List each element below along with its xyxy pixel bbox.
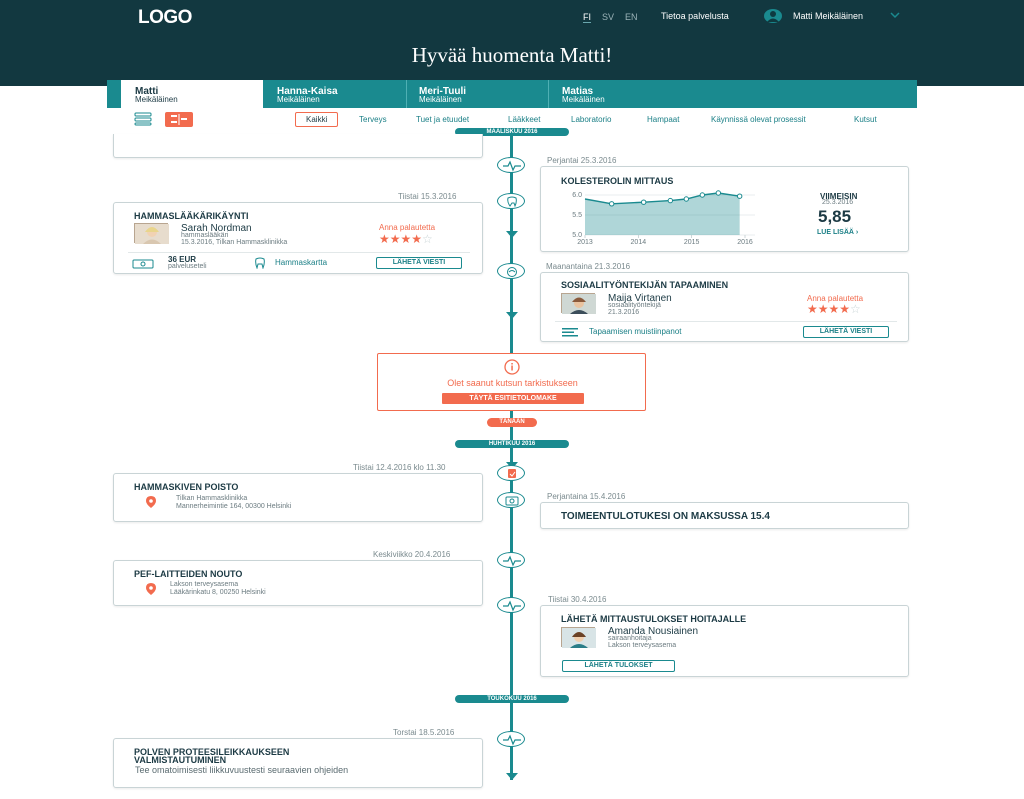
data-point [641,200,645,204]
month-label: HUHTIKUU 2016 [455,440,569,448]
health-node-icon[interactable] [497,731,525,747]
visit-detail: 15.3.2016, Tilkan Hammasklinikka [181,239,288,246]
place-name: Lakson terveysasema [170,581,239,588]
tab-last-name: Meikäläinen [277,95,320,104]
area-fill [585,193,740,235]
card-title: HAMMASLÄÄKÄRIKÄYNTI [134,211,249,221]
calendar-node-icon[interactable] [497,465,525,481]
timeline-arrow-icon [506,231,518,238]
send-results-button[interactable]: LÄHETÄ TULOKSET [562,660,675,672]
card-divider [555,321,897,322]
health-node-icon[interactable] [497,552,525,568]
info-icon [501,359,523,375]
notes-icon [562,327,578,337]
event-date: Tiistai 30.4.2016 [548,595,607,604]
fill-form-button[interactable]: TÄYTÄ ESITIETOLOMAKE [442,393,584,404]
profile-tabs [107,80,917,108]
cholesterol-card[interactable] [540,166,909,252]
tab-matias[interactable] [548,80,688,108]
chevron-down-icon[interactable] [889,9,901,21]
data-point [716,191,720,195]
tab-last-name: Meikäläinen [135,95,178,104]
card-title: HAMMASKIVEN POISTO [134,482,239,492]
today-badge: TÄNÄÄN [487,418,537,427]
data-point [700,193,704,197]
lang-en[interactable]: EN [625,12,638,22]
event-date: Maanantaina 21.3.2016 [546,262,631,271]
tab-first-name: Meri-Tuuli [419,86,467,97]
place-address: Lääkärinkatu 8, 00250 Helsinki [170,589,266,596]
read-more-link[interactable]: LUE LISÄÄ › [817,229,859,236]
card-title: TOIMEENTULOTUKESI ON MAKSUSSA 15.4 [561,511,770,522]
price: 36 EUR [168,255,197,264]
x-tick-label: 2013 [577,239,593,245]
tab-first-name: Hanna-Kaisa [277,86,338,97]
filter-laakkeet[interactable]: Lääkkeet [508,115,541,124]
tab-matti[interactable] [121,80,263,110]
latest-label: VIIMEISIN [820,192,858,201]
place-address: Mannerheimintie 164, 00300 Helsinki [176,503,292,510]
filter-tuet-ja-etuudet[interactable]: Tuet ja etuudet [416,115,470,124]
visit-detail: 21.3.2016 [608,309,640,316]
timeline-view-icon[interactable] [165,112,193,127]
dental-visit-card[interactable] [113,202,483,274]
price-sub: palveluseteli [168,263,207,270]
rating-stars[interactable]: ★★★★☆ [807,302,861,316]
send-message-button[interactable]: LÄHETÄ VIESTI [376,257,462,269]
tab-last-name: Meikäläinen [562,95,605,104]
income-support-card[interactable] [540,502,909,529]
tab-first-name: Matias [562,86,594,97]
tooth-node-icon[interactable] [497,193,525,209]
doctor-avatar [134,223,168,243]
person-place: Lakson terveysasema [608,642,677,649]
filter-terveys[interactable]: Terveys [359,115,387,124]
card-title: LÄHETÄ MITTAUSTULOKSET HOITAJALLE [561,614,747,624]
location-pin-icon [146,496,156,508]
card-description: Tee omatoimisesti liikkuvuustesti seuraavien ohjeiden [135,765,349,775]
lang-fi[interactable]: FI [583,12,591,22]
card-title: KOLESTEROLIN MITTAUS [561,176,674,186]
tab-meri-tuuli[interactable] [406,80,546,108]
send-message-button[interactable]: LÄHETÄ VIESTI [803,326,889,338]
person-role: sairaanhoitaja [608,635,652,642]
person-role: sosiaalityöntekijä [608,302,661,309]
card-divider [128,252,470,253]
tooth-chart-link[interactable]: Hammaskartta [275,258,328,267]
x-tick-label: 2014 [630,239,647,245]
card-title: SOSIAALITYÖNTEKIJÄN TAPAAMINEN [561,280,729,290]
event-date: Torstai 18.5.2016 [393,728,455,737]
social-worker-avatar [561,293,595,313]
data-point [684,197,688,201]
data-point [737,194,741,198]
social-worker-card[interactable] [540,272,909,342]
social-node-icon[interactable] [497,263,525,279]
top-header [0,0,1024,86]
about-link[interactable]: Tietoa palvelusta [661,11,729,21]
nurse-avatar [561,627,595,647]
tooth-icon [253,257,267,269]
invitation-card[interactable] [377,353,646,411]
filter-kaikki[interactable]: Kaikki [295,112,338,127]
money-node-icon[interactable] [497,492,525,508]
timeline-arrow-icon [506,773,518,780]
month-label: MAALISKUU 2016 [455,128,569,136]
filter-laboratorio[interactable]: Laboratorio [571,115,612,124]
event-date: Tiistai 15.3.2016 [398,192,457,201]
feedback-label[interactable]: Anna palautetta [807,294,864,303]
feedback-label[interactable]: Anna palautetta [379,223,436,232]
health-node-icon[interactable] [497,157,525,173]
latest-value: 5,85 [818,207,852,226]
person-name: Maija Virtanen [608,293,672,304]
rating-stars[interactable]: ★★★★☆ [379,232,433,246]
filter-kaynnissa[interactable]: Käynnissä olevat prosessit [711,115,806,124]
tartar-removal-card[interactable] [113,473,483,522]
timeline-arrow-icon [506,312,518,319]
event-date: Perjantai 25.3.2016 [547,156,617,165]
x-tick-label: 2016 [737,239,753,245]
card-title-line-1: POLVEN PROTEESILEIKKAUKSEEN [134,747,290,757]
y-tick-label: 5.5 [572,212,582,219]
send-results-card[interactable] [540,605,909,677]
event-date: Tiistai 12.4.2016 klo 11.30 [353,463,446,472]
health-node-icon[interactable] [497,597,525,613]
tab-last-name: Meikäläinen [419,95,462,104]
person-name: Sarah Nordman [181,223,252,234]
meeting-notes-link[interactable]: Tapaamisen muistiinpanot [589,327,682,336]
tab-first-name: Matti [135,86,159,97]
card-title-line-2: VALMISTAUTUMINEN [134,755,227,765]
pef-pickup-card[interactable] [113,560,483,606]
y-tick-label: 6.0 [572,192,582,199]
lang-sv[interactable]: SV [602,12,615,22]
data-point [609,202,613,206]
cholesterol-chart [555,187,767,245]
data-point [668,198,672,202]
user-name[interactable]: Matti Meikäläinen [793,11,864,21]
x-tick-label: 2015 [683,239,700,245]
timeline-axis [510,130,513,780]
latest-date: 25.3.2016 [822,199,854,206]
user-avatar-icon[interactable] [764,9,782,23]
person-role: hammaslääkäri [181,232,229,239]
invitation-text: Olet saanut kutsun tarkistukseen [447,378,578,388]
filter-hampaat[interactable]: Hampaat [647,115,680,124]
location-pin-icon [146,583,156,595]
card-title: PEF-LAITTEIDEN NOUTO [134,569,243,579]
greeting-title: Hyvää huomenta Matti! [411,43,613,67]
y-tick-label: 5.0 [572,232,582,239]
event-date: Keskiviikko 20.4.2016 [373,550,451,559]
month-label: TOUKOKUU 2016 [455,695,569,703]
tab-hanna-kaisa[interactable] [277,80,417,108]
knee-surgery-card[interactable] [113,738,483,788]
partial-event-card[interactable] [113,134,483,158]
filter-kutsut[interactable]: Kutsut [854,115,877,124]
list-view-icon[interactable] [134,112,152,126]
money-icon [132,258,154,270]
place-name: Tilkan Hammasklinikka [176,495,248,502]
logo[interactable]: LOGO [138,7,192,28]
event-date: Perjantaina 15.4.2016 [547,492,626,501]
person-name: Amanda Nousiainen [608,626,699,637]
